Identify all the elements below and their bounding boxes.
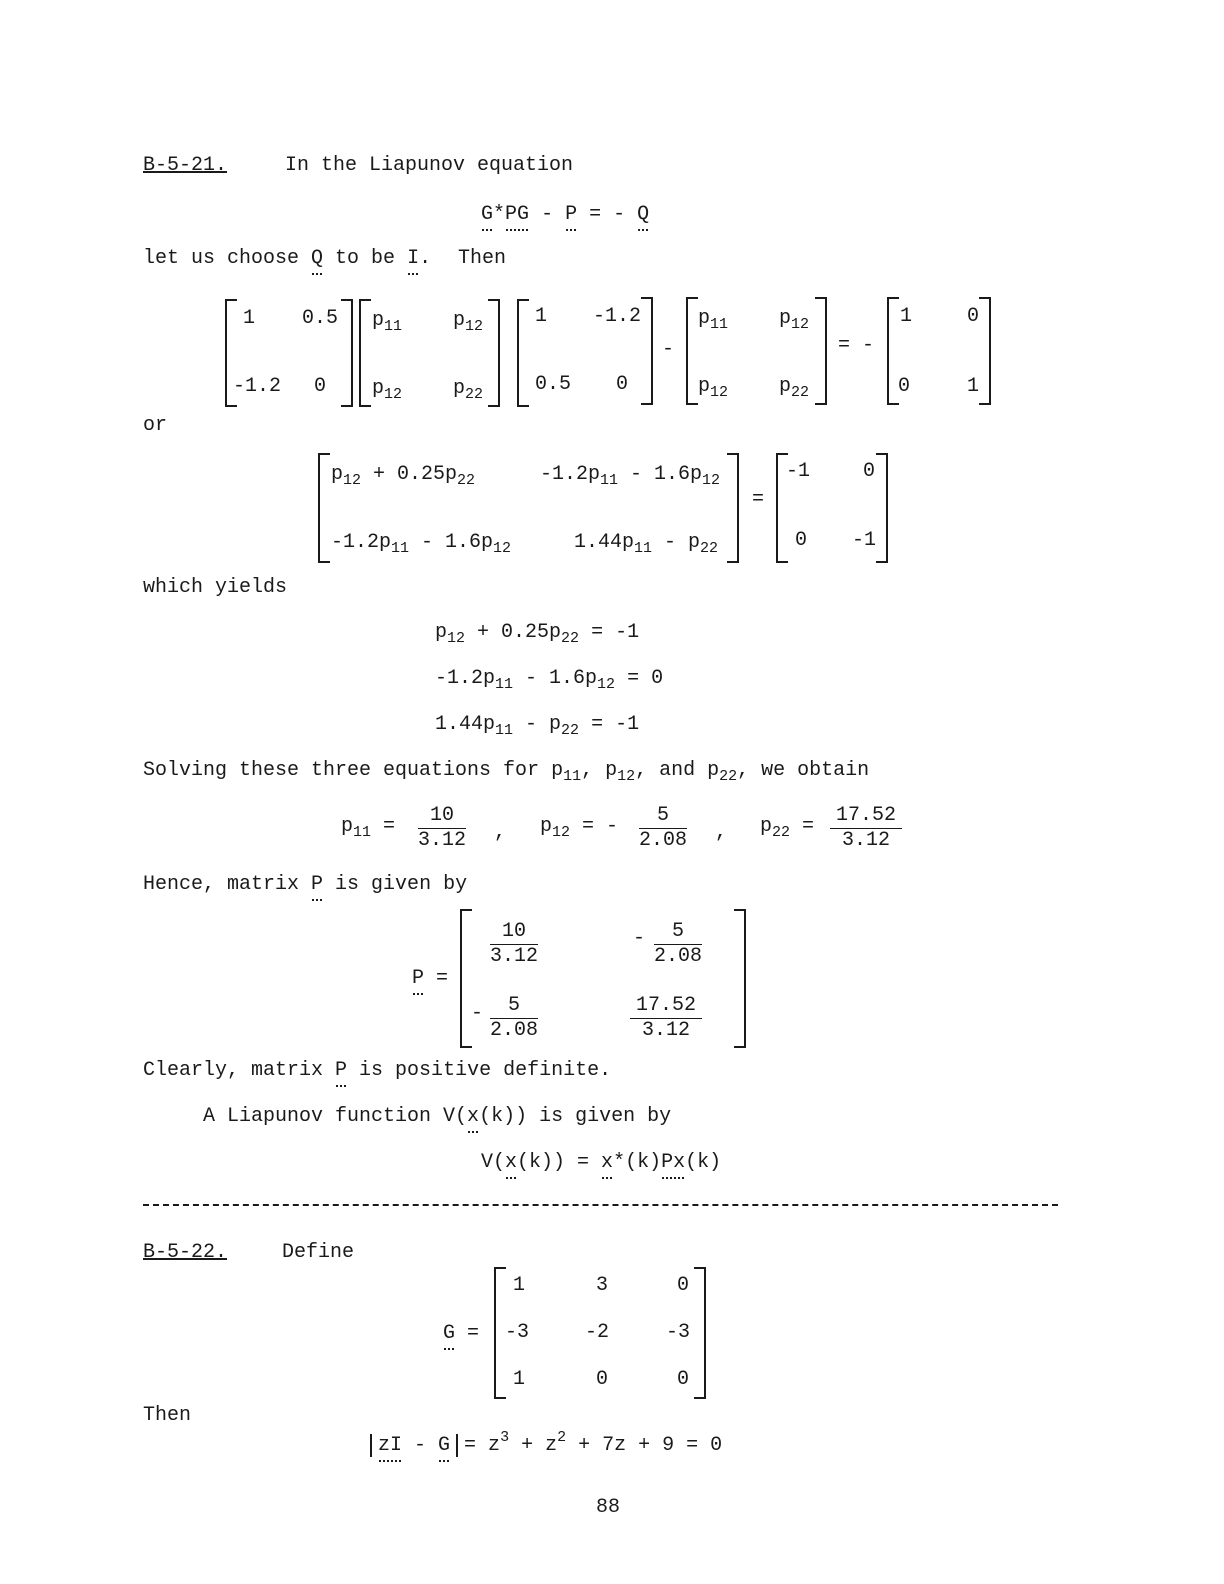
liapunov-function-text: A Liapunov function V(x(k)) is given by [203,1105,672,1128]
bracket-left [686,297,698,405]
then-text: Then [143,1404,192,1427]
which-yields-text: which yields [143,576,288,599]
matrix-cell: $p_{22}$ [779,375,810,401]
positive-definite-text: Clearly, matrix P is positive definite. [143,1059,612,1082]
matrix-cell: 1 [513,1368,526,1391]
matrix-cell: $p_{11}$ [698,307,729,333]
bracket-right [341,299,353,407]
v-function-equation: V(x(k)) = x*(k)Px(k) [481,1151,722,1174]
define-text: Define [282,1241,355,1264]
bracket-right [876,453,888,563]
choose-sentence: let us choose Q to be I. [143,247,432,270]
p-matrix-cell-12: $\frac{5}{2.08}$ [654,920,703,968]
equation-2: $-1.2p_{11} - 1.6p_{12} = 0$ [435,667,664,693]
matrix-cell: -2 [585,1321,610,1344]
matrix-cell: $p_{12}$ [372,377,403,403]
minus-sign: - [471,1002,484,1025]
p-matrix-cell-22: $\frac{17.52}{3.12}$ [630,995,702,1042]
matrix-cell: 0 [967,305,980,328]
matrix-cell: -1.2 [233,375,282,398]
problem-label: B-5-21. [143,154,228,177]
matrix-cell: 1 [513,1274,526,1297]
comma: , [494,821,507,844]
solving-text: Solving these three equations for $p_{11}$, $p_{12}$, and $p_{22}$, we obtain [143,759,870,785]
or-text: or [143,414,168,437]
matrix-cell: 0 [616,373,629,396]
p12-fraction: $\frac{5}{2.08}$ [639,804,688,852]
matrix-cell: -1 [852,529,877,552]
bracket-left [460,909,472,1048]
p11-fraction: $\frac{10}{3.12}$ [418,804,467,852]
matrix-cell: -1.2 [593,305,642,328]
bracket-right [488,299,500,407]
matrix-cell: $p_{12}$ [453,309,484,335]
matrix-cell: $p_{12}$ [779,307,810,333]
matrix-cell: $1.44p_{11} - p_{22}$ [574,531,719,557]
p-matrix-cell-11: $\frac{10}{3.12}$ [490,920,539,968]
liapunov-equation: G*PG - P = - Q [481,203,650,226]
comma: , [715,821,728,844]
bracket-right [694,1267,706,1399]
bracket-left [318,453,330,563]
p22-fraction: $\frac{17.52}{3.12}$ [830,805,902,852]
hence-text: Hence, matrix P is given by [143,873,468,896]
bracket-right [979,297,991,405]
matrix-cell: 0 [596,1368,609,1391]
characteristic-equation: zI - $G = z^3 + z^2 + 7z + 9 = 0$ [370,1436,722,1456]
matrix-cell: 0 [677,1274,690,1297]
minus-sign: - [633,927,646,950]
g-matrix-lhs: G = [443,1322,480,1345]
matrix-cell: 3 [596,1274,609,1297]
bracket-left [359,299,371,407]
matrix-cell: 0 [314,375,327,398]
equation-3: $1.44p_{11} - p_{22} = -1$ [435,713,640,739]
matrix-cell: -3 [505,1321,530,1344]
matrix-cell: 0 [898,375,911,398]
matrix-cell: 1 [243,307,256,330]
matrix-cell: 0 [863,460,876,483]
matrix-cell: 0.5 [535,373,572,396]
bracket-left [517,299,529,407]
p12-lhs: $p_{12}$ = - [540,815,619,841]
minus-sign: - [662,338,675,361]
matrix-cell: $p_{12} + 0.25p_{22}$ [331,463,476,489]
matrix-cell: $-1.2p_{11} - 1.6p_{12}$ [331,531,512,557]
bracket-right [815,297,827,405]
problem-label: B-5-22. [143,1241,228,1264]
matrix-cell: 1 [967,375,980,398]
bracket-right [727,453,739,563]
equation-1: $p_{12} + 0.25p_{22} = -1$ [435,621,640,647]
matrix-cell: 1 [535,305,548,328]
matrix-cell: -1 [786,460,811,483]
then-text: Then [458,247,507,270]
section-divider [143,1204,1058,1206]
p-matrix-lhs: P = [412,967,449,990]
matrix-cell: 0 [795,529,808,552]
matrix-cell: $p_{12}$ [698,375,729,401]
matrix-cell: -3 [666,1321,691,1344]
equals-sign: = [752,488,765,511]
matrix-cell: 1 [900,305,913,328]
p22-lhs: $p_{22}$ = [760,815,815,841]
matrix-cell: 0 [677,1368,690,1391]
matrix-cell: $p_{22}$ [453,377,484,403]
page-number: 88 [596,1496,621,1519]
matrix-cell: $p_{11}$ [372,309,403,335]
matrix-cell: $-1.2p_{11} - 1.6p_{12}$ [540,463,721,489]
bracket-right [734,909,746,1048]
bracket-right [641,297,653,405]
matrix-cell: 0.5 [302,307,339,330]
intro-text: In the Liapunov equation [285,154,574,177]
equals-minus: = - [838,334,875,357]
p-matrix-cell-21: $\frac{5}{2.08}$ [490,994,539,1042]
p11-lhs: $p_{11}$ = [341,815,396,841]
